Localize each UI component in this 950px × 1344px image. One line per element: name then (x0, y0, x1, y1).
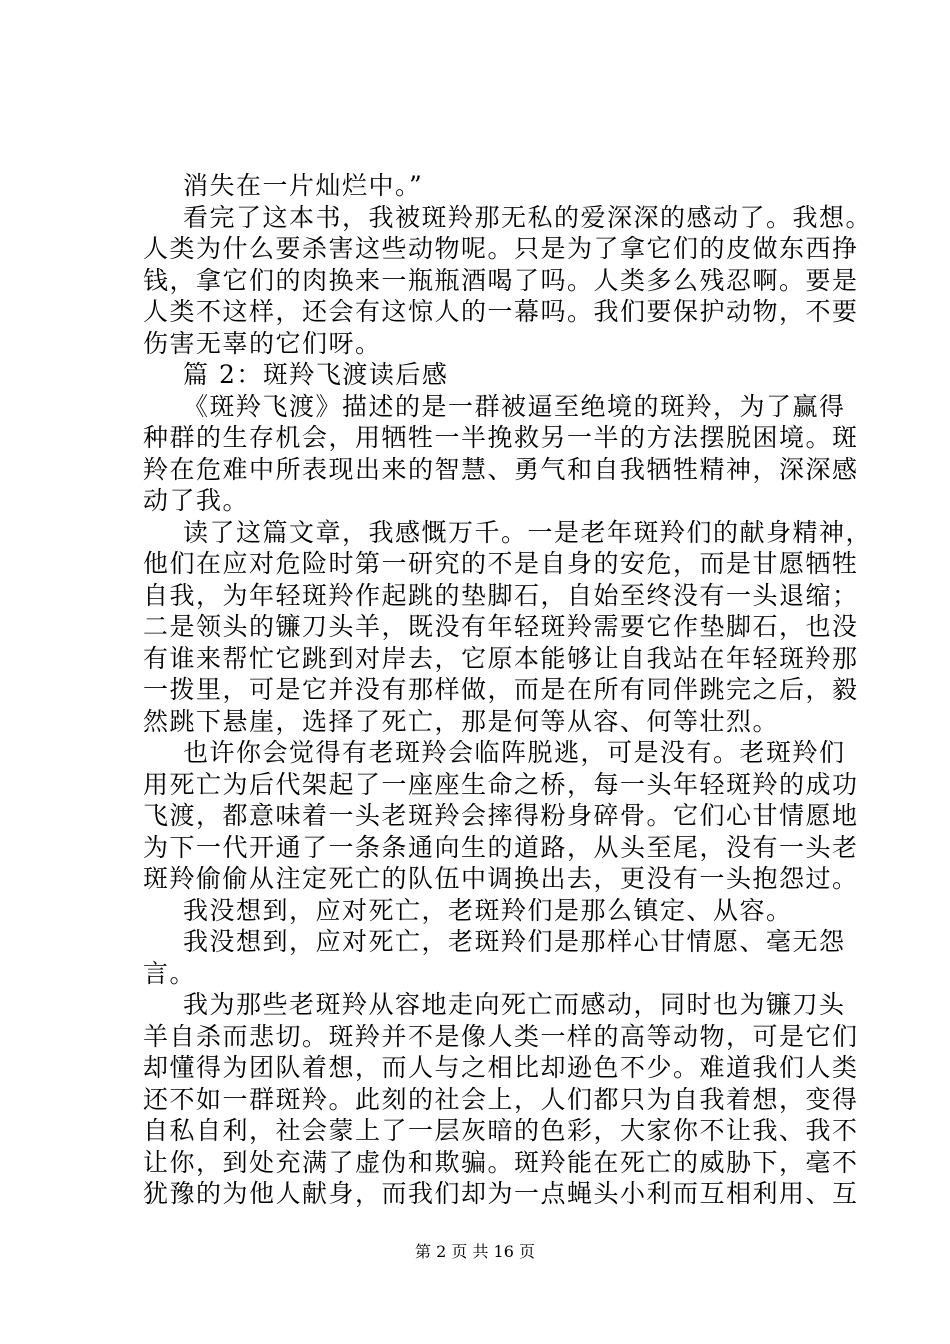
text-line: 羊自杀而悲切。斑羚并不是像人类一样的高等动物，可是它们 (143, 1021, 859, 1051)
text-line: 动了我。 (143, 486, 250, 515)
text-line: 消失在一片灿烂中。” (183, 171, 424, 200)
text-line: 人类不这样，还会有这惊人的一幕吗。我们要保护动物，不要 (143, 297, 859, 326)
text-line: 自私自利，社会蒙上了一层灰暗的色彩，大家你不让我、我不 (143, 1116, 859, 1145)
text-line: 言。 (143, 958, 197, 988)
text-line: 为下一代开通了一条条通向生的道路，从头至尾，没有一头老 (143, 832, 859, 862)
document-body (143, 170, 873, 1210)
text-line: 羚在危难中所表现出来的智慧、勇气和自我牺牲精神，深深感 (143, 454, 859, 484)
text-line: 一拨里，可是它并没有那样做，而是在所有同伴跳完之后，毅 (143, 675, 859, 704)
text-line: 我没想到，应对死亡，老斑羚们是那样心甘情愿、毫无怨 (183, 927, 846, 956)
text-line: 还不如一群斑羚。此刻的社会上，人们都只为自我着想，变得 (143, 1084, 859, 1114)
text-line: 用死亡为后代架起了一座座生命之桥，每一头年轻斑羚的成功 (143, 769, 859, 799)
text-line: 篇 2：斑羚飞渡读后感 (183, 360, 449, 389)
text-line: 二是领头的镰刀头羊，既没有年轻斑羚需要它作垫脚石，也没 (143, 612, 859, 641)
text-line: 钱，拿它们的肉换来一瓶瓶酒喝了吗。人类多么残忍啊。要是 (143, 265, 859, 295)
text-line: 读了这篇文章，我感慨万千。一是老年斑羚们的献身精神， (183, 517, 873, 547)
text-line: 《斑羚飞渡》描述的是一群被逼至绝境的斑羚，为了赢得 (183, 391, 846, 421)
text-line: 犹豫的为他人献身，而我们却为一点蝇头小利而互相利用、互 (143, 1179, 859, 1208)
text-line: 他们在应对危险时第一研究的不是自身的安危，而是甘愿牺牲 (143, 549, 859, 578)
text-line: 有谁来帮忙它跳到对岸去，它原本能够让自我站在年轻斑羚那 (143, 643, 859, 673)
text-line: 飞渡，都意味着一头老斑羚会摔得粉身碎骨。它们心甘情愿地 (143, 801, 859, 830)
text-line: 然跳下悬崖，选择了死亡，那是何等从容、何等壮烈。 (143, 706, 780, 736)
text-line: 却懂得为团队着想，而人与之相比却逊色不少。难道我们人类 (143, 1053, 859, 1082)
text-line: 种群的生存机会，用牺牲一半挽救另一半的方法摆脱困境。斑 (143, 423, 859, 452)
text-line: 我为那些老斑羚从容地走向死亡而感动，同时也为镰刀头 (183, 990, 846, 1019)
text-line: 人类为什么要杀害这些动物呢。只是为了拿它们的皮做东西挣 (143, 234, 859, 263)
text-line: 也许你会觉得有老斑羚会临阵脱逃，可是没有。老斑羚们 (183, 738, 846, 767)
text-line: 自我，为年轻斑羚作起跳的垫脚石，自始至终没有一头退缩； (143, 580, 859, 610)
text-line: 伤害无辜的它们呀。 (143, 328, 382, 358)
text-line: 我没想到，应对死亡，老斑羚们是那么镇定、从容。 (183, 895, 793, 925)
page-footer: 第 2 页 共 16 页 (415, 1242, 535, 1261)
text-line: 看完了这本书，我被斑羚那无私的爱深深的感动了。我想。 (183, 202, 873, 232)
text-line: 让你，到处充满了虚伪和欺骗。斑羚能在死亡的威胁下，毫不 (143, 1147, 859, 1177)
text-line: 斑羚偷偷从注定死亡的队伍中调换出去，更没有一头抱怨过。 (143, 864, 859, 893)
